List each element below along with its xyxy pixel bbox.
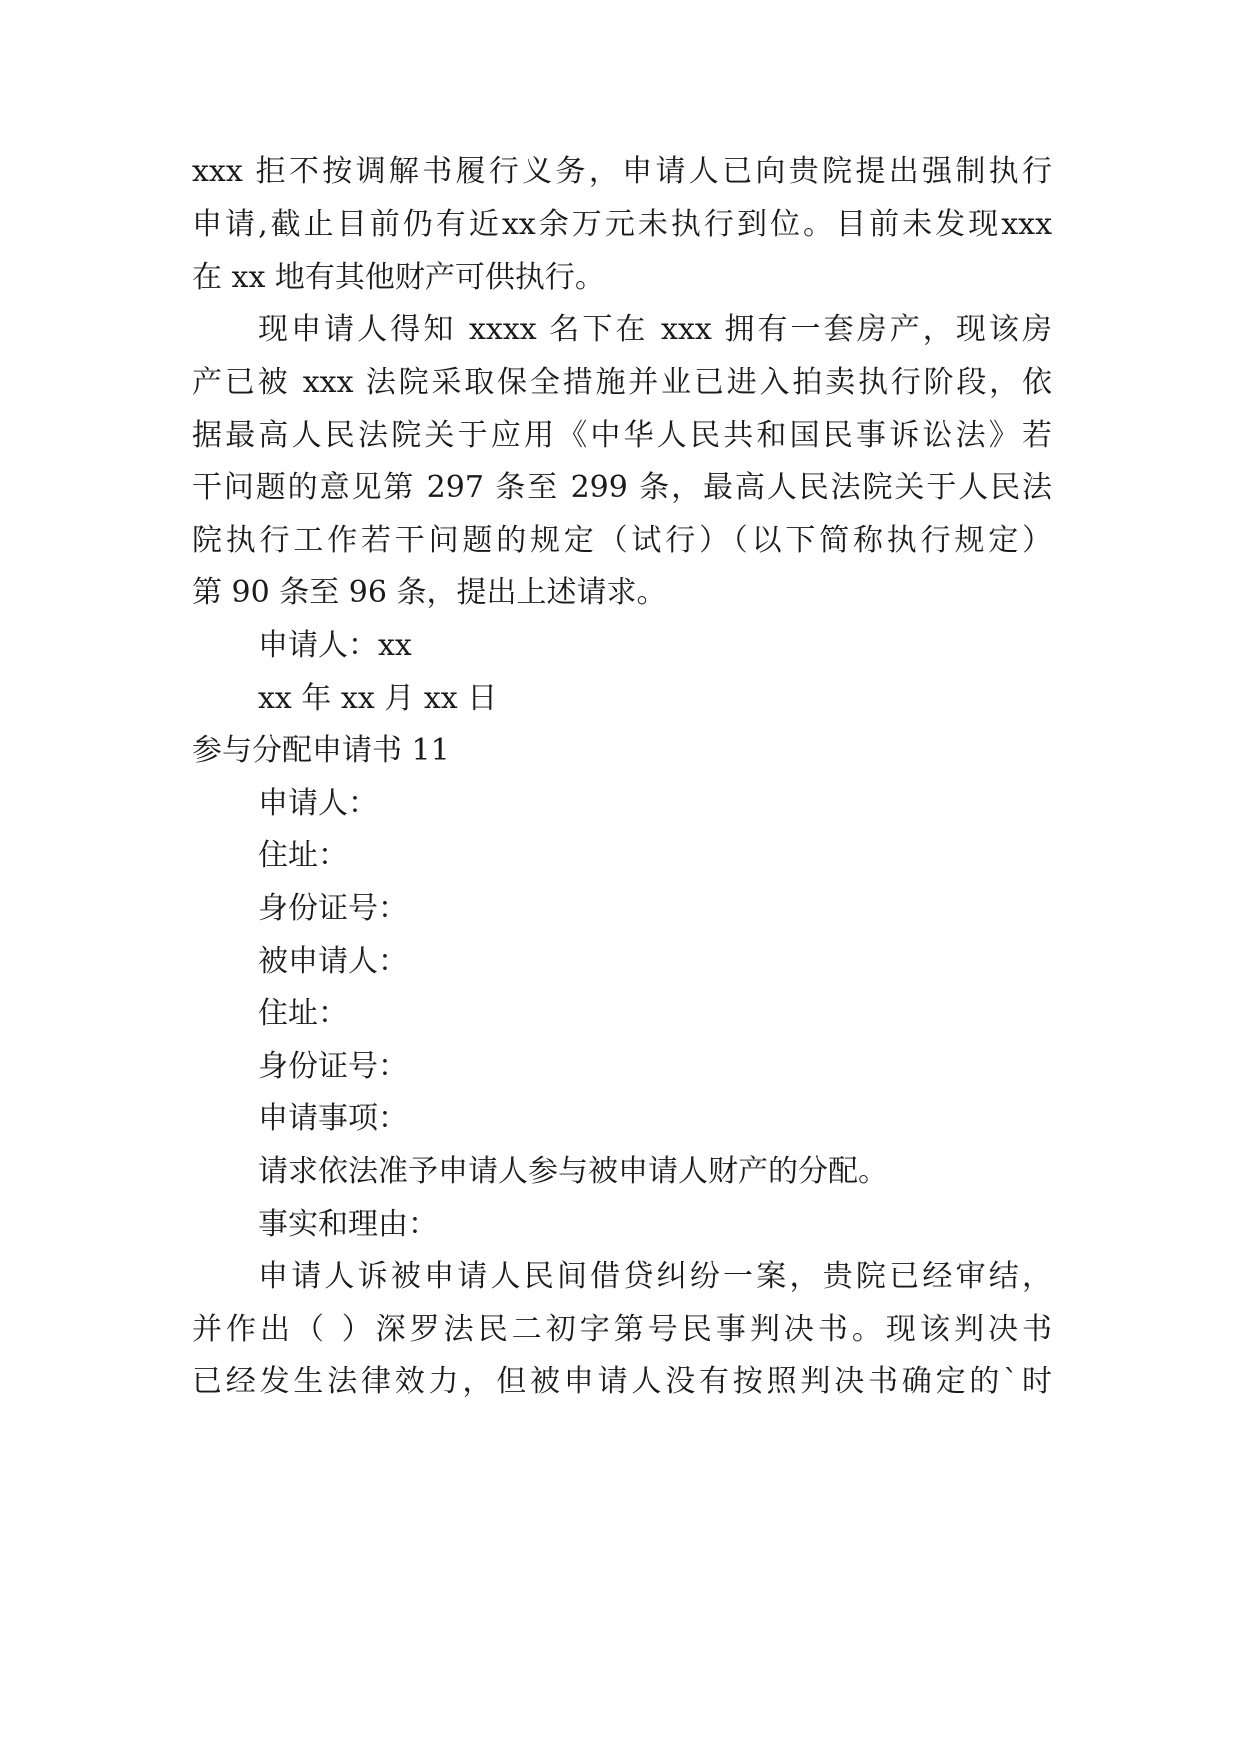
paragraph-line: 第 90 条至 96 条，提出上述请求。 [192,575,667,610]
paragraph-line: xxx 拒不按调解书履行义务，申请人已向贵院提出强制执行 [192,154,1052,189]
field-id-number: 身份证号： [258,891,408,926]
paragraph-line: 产已被 xxx 法院采取保全措施并业已进入拍卖执行阶段，依 [192,365,1052,400]
field-respondent: 被申请人： [258,944,408,979]
section-title: 参与分配申请书 11 [192,733,450,768]
request-text: 请求依法准予申请人参与被申请人财产的分配。 [258,1154,888,1189]
field-request-items: 申请事项： [258,1101,408,1136]
paragraph-line: 干问题的意见第 297 条至 299 条，最高人民法院关于人民法 [192,470,1052,505]
field-facts-reasons: 事实和理由： [258,1207,438,1242]
paragraph-line: 在 xx 地有其他财产可供执行。 [192,260,605,295]
applicant-signature: 申请人：xx [258,628,412,663]
paragraph-line: 申请人诉被申请人民间借贷纠纷一案，贵院已经审结， [258,1259,1052,1294]
paragraph-line: 已经发生法律效力，但被申请人没有按照判决书确定的`时 [192,1364,1052,1399]
paragraph-line: 申请,截止目前仍有近xx余万元未执行到位。目前未发现xxx [192,207,1052,242]
paragraph-line: 现申请人得知 xxxx 名下在 xxx 拥有一套房产，现该房 [258,312,1052,347]
paragraph-line: 院执行工作若干问题的规定（试行）（以下简称执行规定） [192,523,1052,558]
signature-date: xx 年 xx 月 xx 日 [258,681,498,716]
paragraph-line: 据最高人民法院关于应用《中华人民共和国民事诉讼法》若 [192,418,1052,453]
paragraph-line: 并作出（ ）深罗法民二初字第号民事判决书。现该判决书 [192,1312,1052,1347]
field-respondent-id-number: 身份证号： [258,1049,408,1084]
field-address: 住址： [258,838,348,873]
field-applicant: 申请人： [258,786,378,821]
field-respondent-address: 住址： [258,996,348,1031]
